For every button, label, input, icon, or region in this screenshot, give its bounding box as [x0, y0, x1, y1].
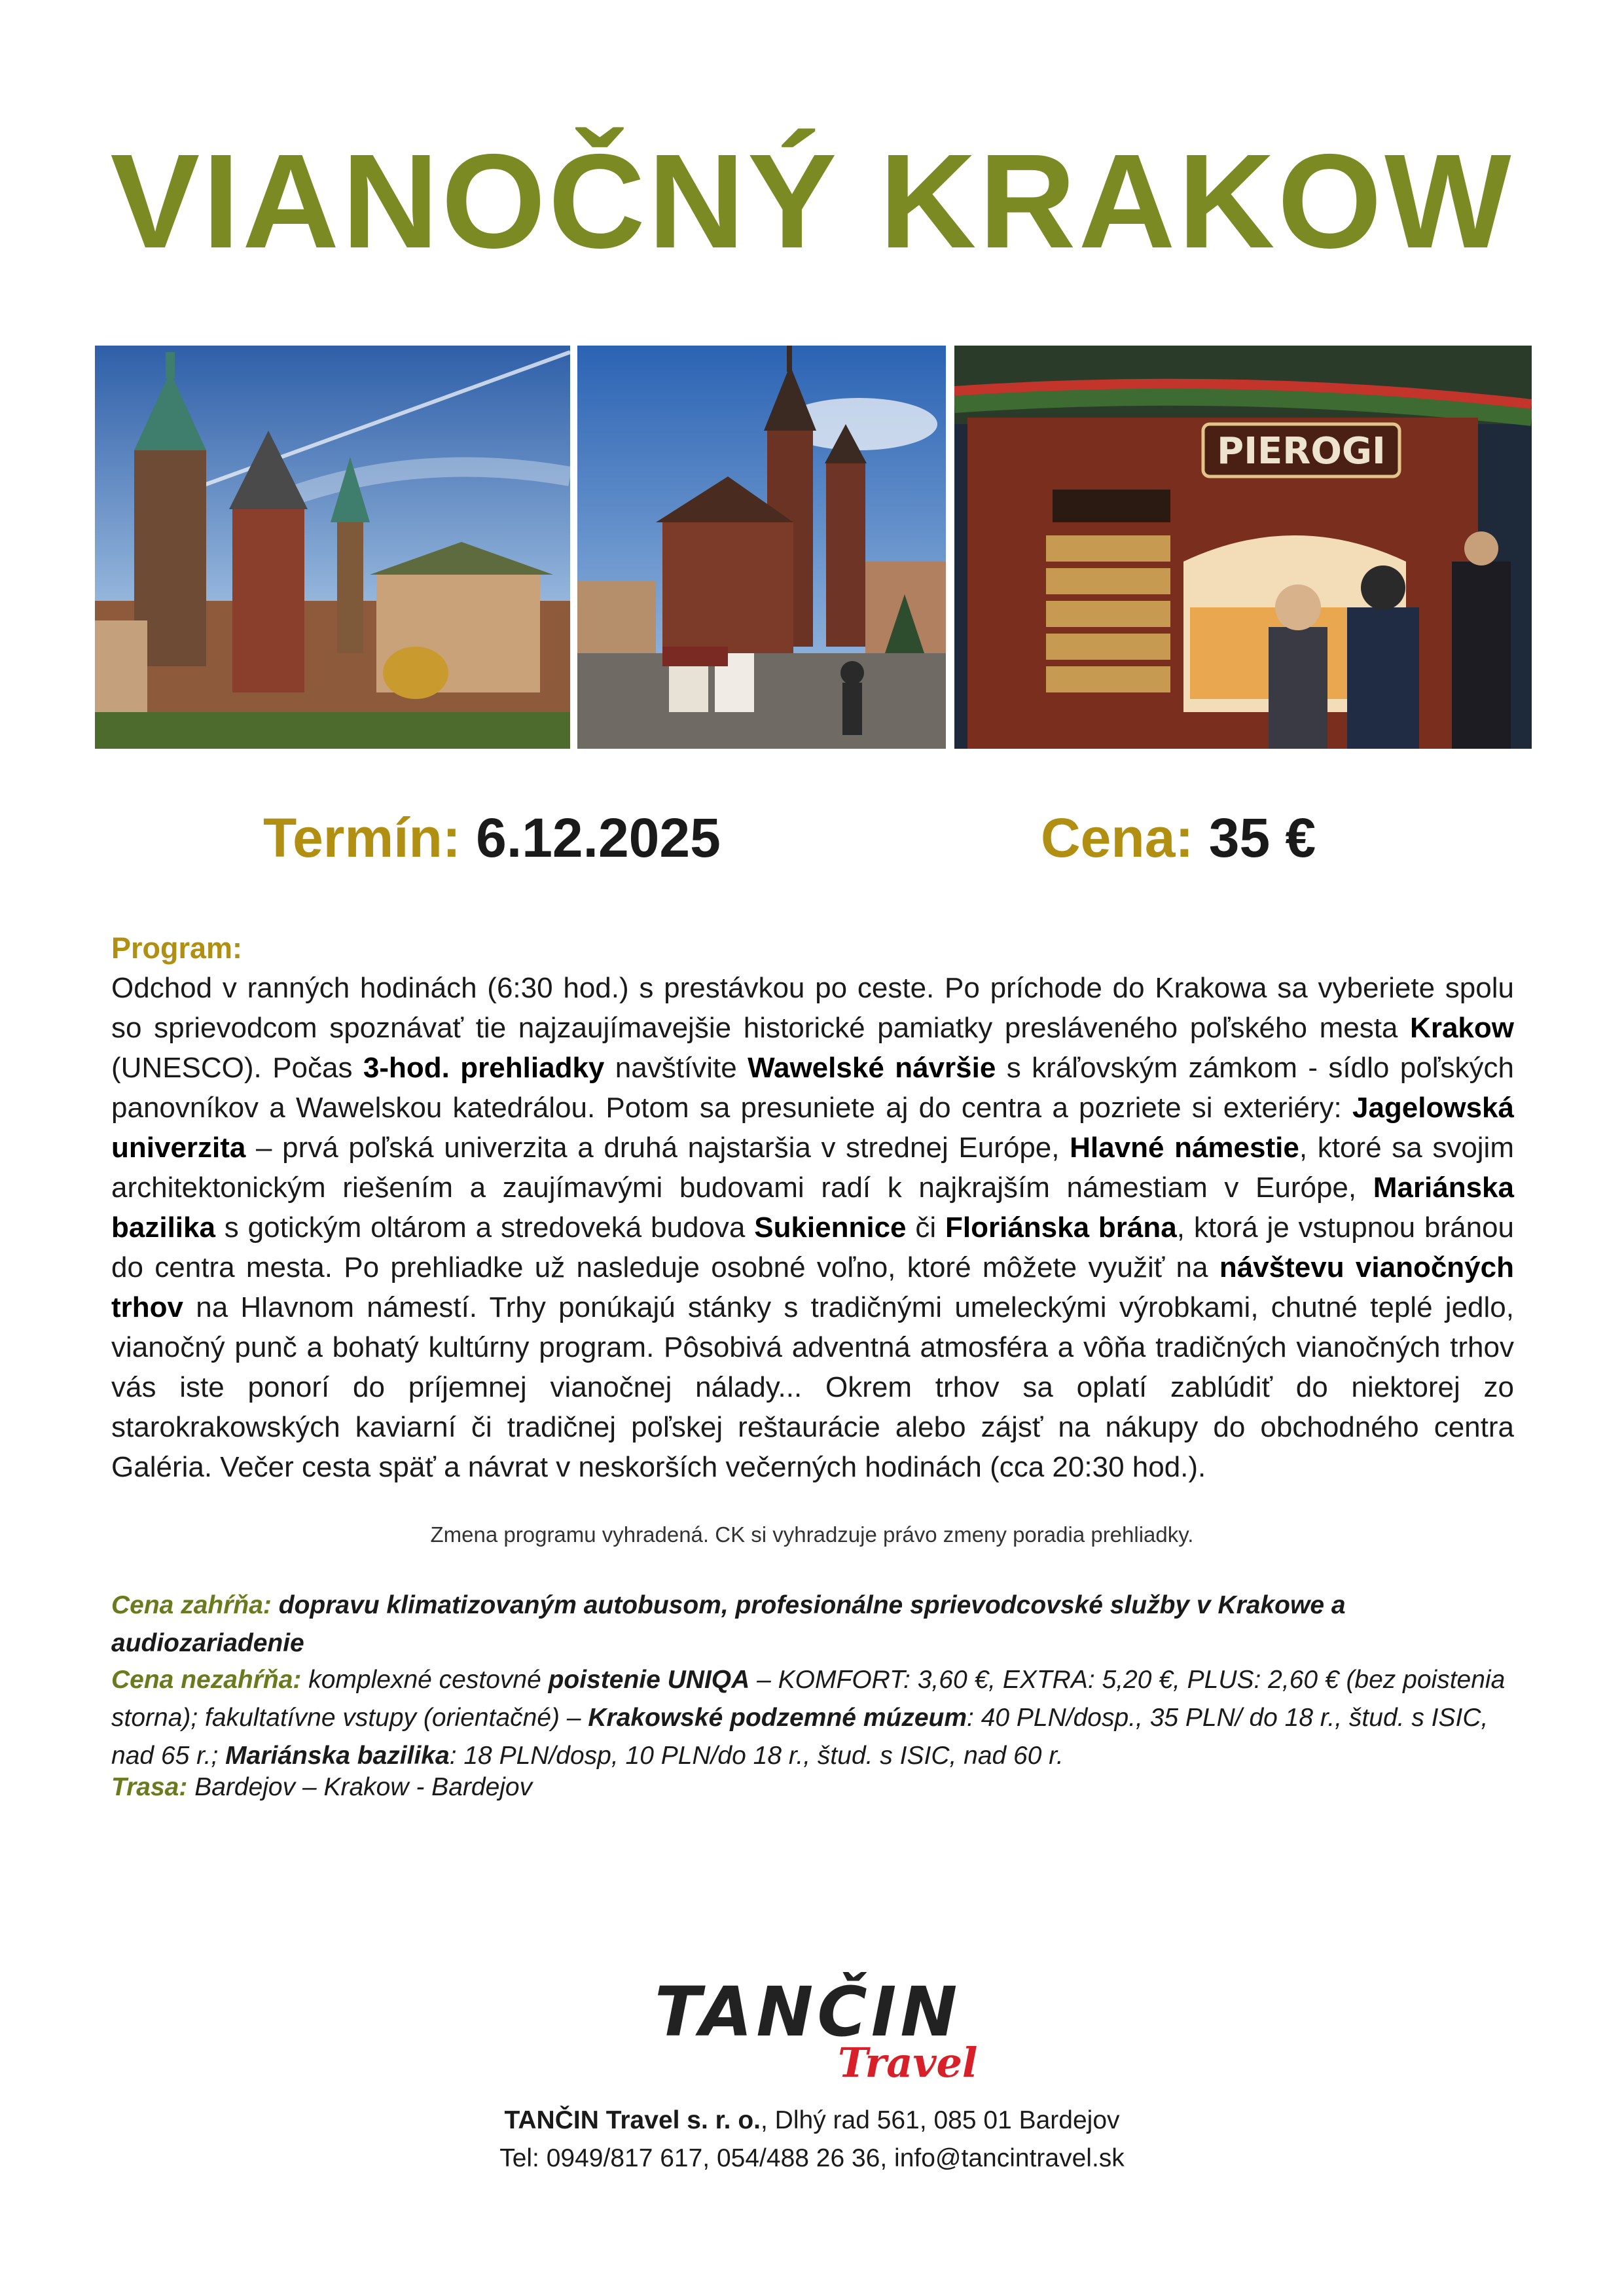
program-bold-markets: návštevu vianočných trhov [111, 1251, 1514, 1323]
logo-word-travel: Travel [838, 2039, 978, 2085]
program-text-4: s kráľovským zámkom - sídlo poľských panovníkov a Wawelskou katedrálou. Potom sa presuniete aj do centra a pozriete si exteriéry: [111, 1052, 1514, 1124]
program-text-9: , ktorá je vstupnou bránou do centra mesta. Po prehliadke už nasleduje osobné voľno, ktoré môžete využiť na [111, 1211, 1514, 1283]
includes-text: dopravu klimatizovaným autobusom, profesionálne sprievodcovské služby v Krakowe a audiozariadenie [111, 1591, 1346, 1657]
term-label: Termín: [263, 807, 461, 869]
logo-word-tancin: TANČIN [655, 1972, 962, 2052]
program-section [111, 928, 1514, 1487]
program-change-note: Zmena programu vyhradená. CK si vyhradzuje právo zmeny poradia prehliadky. [430, 1522, 1194, 1547]
route-text: Bardejov – Krakow - Bardejov [187, 1773, 533, 1801]
program-text-3: navštívite [604, 1052, 748, 1084]
program-bold-sukiennice: Sukiennice [754, 1211, 907, 1244]
wawel-photo [95, 346, 570, 749]
market-stall-photo [954, 346, 1532, 749]
program-text-2: (UNESCO). Počas [111, 1052, 363, 1084]
price-excludes [111, 1661, 1512, 1775]
footer-company: TANČIN Travel s. r. o. [504, 2106, 761, 2134]
program-text-8: či [906, 1211, 945, 1244]
excludes-bold-museum: Krakowské podzemné múzeum [588, 1704, 967, 1732]
program-bold-tour: 3-hod. prehliadky [363, 1052, 605, 1084]
program-text [111, 968, 1514, 1487]
excludes-text-2: – KOMFORT: 3,60 €, EXTRA: 5,20 €, PLUS: 2,60 € (bez poistenia storna); fakultatívne vstupy (orientačné) – [111, 1666, 1506, 1732]
program-bold-basilica: Mariánska bazilika [111, 1172, 1514, 1244]
program-bold-florian-gate: Floriánska brána [945, 1211, 1177, 1244]
page-title: VIANOČNÝ KRAKOW [110, 126, 1514, 276]
program-heading: Program: [111, 931, 243, 965]
program-text-6: , ktoré sa svojim architektonickým riešením a zaujímavými budovami radí k najkrajším námestiam v Európe, [111, 1132, 1514, 1204]
price-label: Cena: [1041, 807, 1194, 869]
excludes-text-1: komplexné cestovné [301, 1666, 549, 1694]
price-includes [111, 1587, 1512, 1662]
excludes-bold-basilica: Mariánska bazilika [225, 1742, 450, 1770]
program-bold-wawel: Wawelské návršie [748, 1052, 996, 1084]
footer-address-text: , Dlhý rad 561, 085 01 Bardejov [761, 2106, 1120, 2134]
pierogi-market-stall-photo-icon [954, 346, 1532, 749]
includes-label: Cena zahŕňa: [111, 1591, 272, 1619]
tancin-travel-logo [648, 1967, 988, 2085]
program-text-5: – prvá poľská univerzita a druhá najstaršia v strednej Európe, [245, 1132, 1070, 1164]
term-line [263, 807, 721, 869]
excludes-text-4: : 18 PLN/dosp, 10 PLN/do 18 r., štud. s ISIC, nad 60 r. [449, 1742, 1064, 1770]
excludes-text-3: : 40 PLN/dosp., 35 PLN/ do 18 r., štud. s ISIC, nad 65 r.; [111, 1704, 1489, 1770]
basilica-photo [577, 346, 946, 749]
stall-sign: PIEROGI [1217, 430, 1386, 473]
excludes-bold-insurance: poistenie UNIQA [548, 1666, 750, 1694]
route-line [111, 1768, 1512, 1806]
footer-contact: Tel: 0949/817 617, 054/488 26 36, info@tancintravel.sk [499, 2144, 1125, 2172]
price-value: 35 € [1208, 807, 1316, 869]
footer-address [0, 2102, 1624, 2139]
program-text-1: Odchod v ranných hodinách (6:30 hod.) s prestávkou po ceste. Po príchode do Krakowa sa vyberiete spolu so sprievodcom spoznávať tie najzaujímavejšie historické pamiatky presláveného poľského mesta [111, 972, 1514, 1044]
marian-basilica-photo-icon [577, 346, 946, 749]
price-line [1041, 807, 1316, 869]
route-label: Trasa: [111, 1773, 188, 1801]
program-bold-krakow: Krakow [1410, 1012, 1514, 1044]
term-value: 6.12.2025 [476, 807, 721, 869]
program-bold-square: Hlavné námestie [1070, 1132, 1299, 1164]
excludes-label: Cena nezahŕňa: [111, 1666, 302, 1694]
tancin-logo-icon [648, 1967, 988, 2085]
program-text-7: s gotickým oltárom a stredoveká budova [215, 1211, 755, 1244]
wawel-castle-photo-icon [95, 346, 570, 749]
program-text-10: na Hlavnom námestí. Trhy ponúkajú stánky s tradičnými umeleckými výrobkami, chutné teplé jedlo, vianočný punč a bohatý kultúrny program. Pôsobivá adventná atmosféra a vôňa tradičných vianočných trhov vás iste ponorí do príjemnej vianočnej nálady... Okrem trhov sa oplatí zablúdiť do niektorej zo starokrakowských kaviarní či tradičnej poľskej reštaurácie alebo zájsť na nákupy do obchodného centra Galéria. Večer cesta späť a návrat v neskorších večerných hodinách (cca 20:30 hod.). [111, 1291, 1514, 1483]
program-bold-university: Jagelowská univerzita [111, 1092, 1514, 1164]
